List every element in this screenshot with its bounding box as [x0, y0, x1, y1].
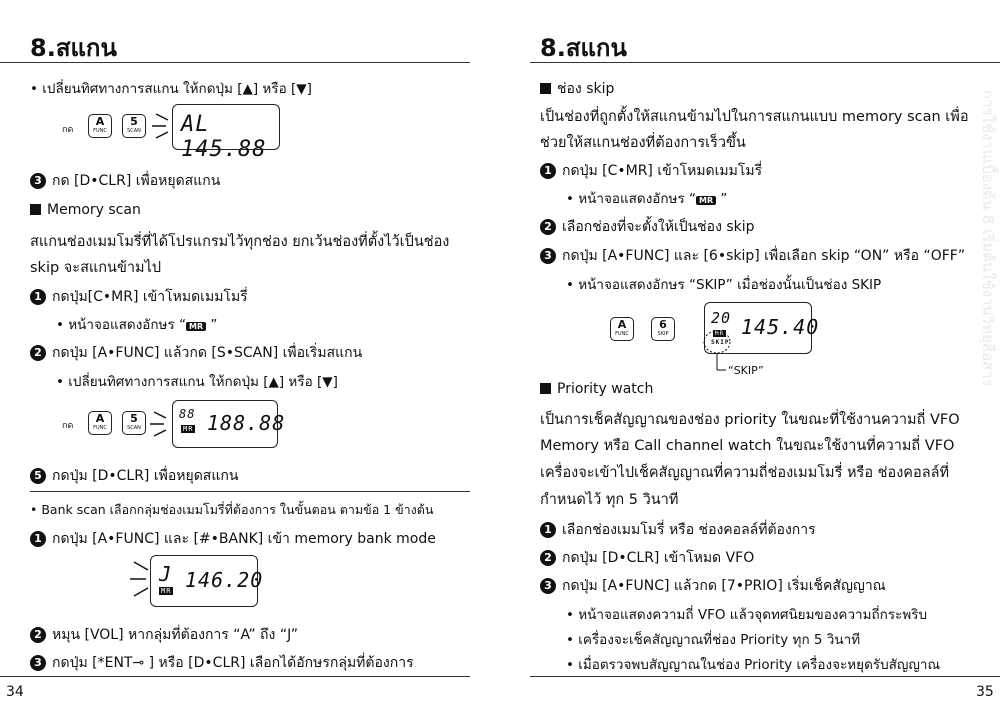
- lcd-readout: 188.88: [207, 411, 286, 435]
- key-main: 6: [659, 318, 667, 331]
- right-prio-step-3-sub1: • หน้าจอแสดงความถี่ VFO แล้วจุดทศนิยมของความถี่กระพริบ: [566, 607, 928, 623]
- priority-heading: [540, 381, 653, 397]
- key-sub: FUNC: [615, 331, 629, 337]
- priority-desc-line2: Memory หรือ Call channel watch ในขณะใช้งานที่ความถี่ VFO: [540, 438, 955, 454]
- left-page-title: 8.สแกน: [30, 34, 117, 62]
- left-footer-rule: [0, 676, 470, 677]
- key-main: A: [617, 318, 627, 331]
- step-text: กดปุ่ม [C•MR] เข้าโหมดเมมโมรี่: [562, 163, 763, 179]
- left-page-number: 34: [6, 684, 24, 700]
- press-label: กด: [62, 125, 74, 135]
- lcd-channel: 20: [711, 309, 732, 327]
- lcd-display-bank: [150, 555, 264, 607]
- skip-heading: [540, 78, 614, 100]
- skip-desc-line1: เป็นช่องที่ถูกตั้งให้สแกนข้ามไปในการสแกนแบบ memory scan เพื่อ: [540, 109, 969, 125]
- left-bank-step-2: [30, 624, 298, 646]
- lcd-readout: 145.40: [741, 315, 820, 339]
- right-title-rule: [530, 62, 1000, 63]
- right-footer-rule: [530, 676, 1000, 677]
- func-key-a: [88, 411, 112, 435]
- right-prio-step-2: [540, 547, 754, 569]
- lcd-mr-tag: MR: [183, 425, 194, 433]
- memory-scan-heading: [30, 202, 141, 218]
- step-text: กดปุ่ม [A•FUNC] แล้วกด [7•PRIO] เริ่มเช็คสัญญาณ: [562, 578, 886, 594]
- lcd-channel: 88: [179, 407, 196, 421]
- step-number: 3: [30, 173, 46, 189]
- bullet-square-icon: [540, 83, 551, 94]
- step-number: 3: [540, 248, 556, 264]
- step-number: 5: [30, 468, 46, 484]
- skip-desc-line2: ช่วยให้สแกนช่องที่ต้องการเร็วขึ้น: [540, 135, 746, 151]
- scan-key-5: [122, 114, 146, 138]
- sub-text-end: ”: [716, 191, 728, 207]
- step-text: หมุน [VOL] หากลุ่มที่ต้องการ “A” ถึง “J”: [52, 627, 299, 643]
- memory-scan-desc-line1: สแกนช่องเมมโมรี่ที่ได้โปรแกรมไว้ทุกช่อง ยกเว้นช่องที่ตั้งไว้เป็นช่อง: [30, 234, 450, 250]
- left-memscan-step-1-sub: [56, 313, 217, 335]
- step-number: 1: [30, 531, 46, 547]
- priority-desc-line3: เครื่องจะเข้าไปเช็คสัญญาณที่ความถี่ช่องเมมโมรี่ หรือ ช่องคอลล์ที่: [540, 465, 950, 481]
- key-sub: SCAN: [127, 425, 141, 431]
- left-memscan-step-5: [30, 465, 238, 487]
- scan-key-5: [122, 411, 146, 435]
- skip-key-6: [651, 317, 675, 341]
- key-main: 5: [130, 412, 138, 425]
- step-text: กด [D•CLR] เพื่อหยุดสแกน: [52, 173, 221, 189]
- left-memscan-step-1: [30, 286, 248, 308]
- left-scan-direction-note: • เปลี่ยนทิศทางการสแกน ให้กดปุ่ม [▲] หรือ [▼]: [30, 81, 312, 97]
- left-step-3: [30, 170, 220, 192]
- mr-badge: MR: [696, 196, 716, 205]
- right-page-title: 8.สแกน: [540, 34, 627, 62]
- key-sub: FUNC: [93, 128, 107, 134]
- step-number: 2: [30, 627, 46, 643]
- right-page-number: 35: [976, 684, 994, 700]
- key-sub: SKIP: [657, 331, 669, 337]
- bullet-square-icon: [30, 204, 41, 215]
- step-text: กดปุ่ม [D•CLR] เข้าโหมด VFO: [562, 550, 755, 566]
- step-text: กดปุ่ม [D•CLR] เพื่อหยุดสแกน: [52, 468, 239, 484]
- step-number: 1: [540, 163, 556, 179]
- step-text: กดปุ่ม [A•FUNC] และ [6•skip] เพื่อเลือก skip “ON” หรือ “OFF”: [562, 248, 966, 264]
- lcd-skip-tag: SKIP: [711, 339, 730, 346]
- lcd-bank-letter: J: [159, 562, 173, 586]
- bank-scan-note: • Bank scan เลือกกลุ่มช่องเมมโมรี่ที่ต้องการ ในขั้นตอน ตามข้อ 1 ข้างต้น: [30, 502, 434, 517]
- lcd-mr-tag: MR: [161, 587, 172, 595]
- memory-scan-desc-line2: skip จะสแกนข้ามไป: [30, 260, 162, 276]
- step-text: เลือกช่องที่จะตั้งให้เป็นช่อง skip: [562, 219, 755, 235]
- key-main: A: [95, 412, 105, 425]
- press-label: กด: [62, 421, 74, 431]
- left-bank-step-3: [30, 652, 414, 674]
- sub-text: • หน้าจอแสดงอักษร “: [56, 317, 186, 333]
- right-prio-step-1: [540, 519, 816, 541]
- right-skip-step-2: [540, 216, 755, 238]
- skip-callout-label: “SKIP”: [728, 364, 764, 377]
- step-number: 2: [540, 219, 556, 235]
- right-prio-step-3-sub3: • เมื่อตรวจพบสัญญาณในช่อง Priority เครื่องจะหยุดรับสัญญาณ: [566, 657, 941, 673]
- step-number: 1: [540, 522, 556, 538]
- side-chapter-tab: การใช้งานเบื้องต้น 8 เริ่มต้นใช้งานวิทยุสื่อสาร: [979, 90, 997, 387]
- priority-desc-line1: เป็นการเช็คสัญญาณของช่อง priority ในขณะที่ใช้งานความถี่ VFO: [540, 412, 960, 428]
- heading-text: Memory scan: [47, 202, 141, 218]
- step-text: กดปุ่ม [A•FUNC] แล้วกด [S•SCAN] เพื่อเริ่มสแกน: [52, 345, 363, 361]
- sub-text: • หน้าจอแสดงอักษร “: [566, 191, 696, 207]
- right-skip-step-3: [540, 245, 965, 267]
- key-sub: FUNC: [93, 425, 107, 431]
- blink-rays-icon: [128, 552, 156, 606]
- mr-badge: MR: [186, 322, 206, 331]
- left-title-rule: [0, 62, 470, 63]
- section-divider: [30, 491, 470, 492]
- step-text: กดปุ่ม [A•FUNC] และ [#•BANK] เข้า memory bank mode: [52, 531, 436, 547]
- lcd-readout: 146.20: [185, 568, 264, 592]
- left-memscan-step-2: [30, 342, 362, 364]
- step-number: 2: [30, 345, 46, 361]
- step-text: กดปุ่ม [*ENT⊸ ] หรือ [D•CLR] เลือกได้อักษรกลุ่มที่ต้องการ: [52, 655, 414, 671]
- lcd-display-scan: [172, 104, 280, 162]
- left-bank-step-1: [30, 528, 436, 550]
- priority-desc-line4: กำหนดไว้ ทุก 5 วินาที: [540, 492, 679, 508]
- lcd-mr-tag: MR: [715, 330, 725, 337]
- key-main: 5: [130, 115, 138, 128]
- heading-text: ช่อง skip: [557, 81, 615, 97]
- heading-text: Priority watch: [557, 381, 654, 397]
- step-text: กดปุ่ม[C•MR] เข้าโหมดเมมโมรี่: [52, 289, 248, 305]
- step-number: 3: [540, 578, 556, 594]
- key-main: A: [95, 115, 105, 128]
- right-prio-step-3-sub2: • เครื่องจะเช็คสัญญาณที่ช่อง Priority ทุก 5 วินาที: [566, 632, 861, 648]
- left-memscan-step-2-sub: • เปลี่ยนทิศทางการสแกน ให้กดปุ่ม [▲] หรือ [▼]: [56, 374, 338, 390]
- right-skip-step-1: [540, 160, 762, 182]
- blink-rays-icon: [148, 404, 176, 444]
- step-text: เลือกช่องเมมโมรี่ หรือ ช่องคอลล์ที่ต้องการ: [562, 522, 816, 538]
- lcd-readout: AL 145.88: [181, 112, 267, 162]
- right-skip-step-3-sub: • หน้าจอแสดงอักษร “SKIP” เมื่อช่องนั้นเป็นช่อง SKIP: [566, 277, 882, 293]
- bullet-square-icon: [540, 383, 551, 394]
- right-prio-step-3: [540, 575, 886, 597]
- sub-text-end: ”: [206, 317, 218, 333]
- step-number: 1: [30, 289, 46, 305]
- func-key-a: [610, 317, 634, 341]
- step-number: 2: [540, 550, 556, 566]
- func-key-a: [88, 114, 112, 138]
- step-number: 3: [30, 655, 46, 671]
- right-skip-step-1-sub: [566, 187, 727, 209]
- key-sub: SCAN: [127, 128, 141, 134]
- blink-rays-icon: [150, 104, 180, 148]
- lcd-display-memscan: [172, 400, 286, 448]
